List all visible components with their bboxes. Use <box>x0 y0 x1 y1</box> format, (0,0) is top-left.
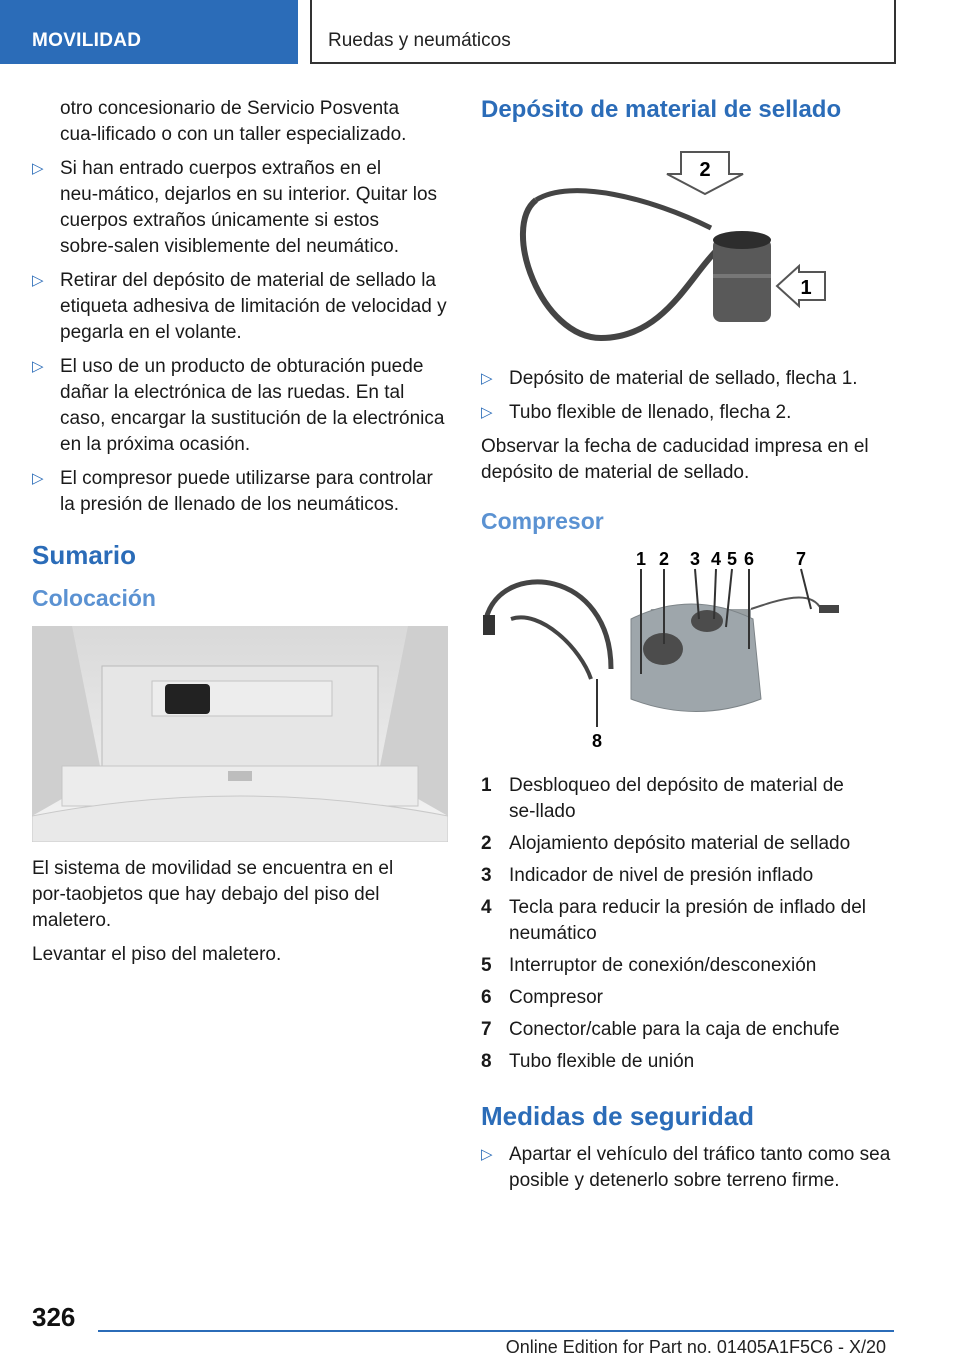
heading-seguridad: Medidas de seguridad <box>481 1101 755 1131</box>
expiry-note: Observar la fecha de caducidad impresa en el depósito de material de sellado. <box>481 436 869 483</box>
left-column <box>32 96 448 976</box>
chapter-title: Ruedas y neumáticos <box>310 0 896 64</box>
list-item: 7 Conector/cable para la caja de enchufe <box>481 1019 840 1040</box>
triangle-bullet-icon: ▷ <box>481 370 493 387</box>
page-number: 326 <box>32 1302 76 1332</box>
list-item: ▷ Apartar el vehículo del tráfico tanto como sea posible y detenerlo sobre terreno firme. <box>481 1144 891 1191</box>
figure-label: 6 <box>743 549 755 569</box>
list-item: ▷ Tubo flexible de llenado, flecha 2. <box>481 400 899 426</box>
list-item: 8 Tubo flexible de unión <box>481 1051 695 1072</box>
figure-label: 3 <box>689 549 701 569</box>
figure-label: 7 <box>795 549 807 569</box>
list-item: ▷ El uso de un producto de obturación puede dañar la electrónica de las ruedas. En tal caso, encargar la sustitución de la electrónica en la próxima ocasión. <box>32 356 445 455</box>
triangle-bullet-icon: ▷ <box>32 272 44 289</box>
list-item: 1 Desbloqueo del depósito de material de se‑llado <box>481 775 844 822</box>
trunk-photo <box>32 626 448 842</box>
figure-label: 2 <box>699 159 711 181</box>
compressor-parts-list <box>481 773 899 1075</box>
footer-divider <box>98 1330 894 1332</box>
heading-compresor: Compresor <box>481 508 604 534</box>
figure-label: 1 <box>635 549 647 569</box>
list-item: ▷ Retirar del depósito de material de sellado la etiqueta adhesiva de limitación de velocidad y pegarla en el volante. <box>32 270 447 343</box>
figure-label: 1 <box>800 277 812 299</box>
triangle-bullet-icon: ▷ <box>32 358 44 375</box>
figure-label: 8 <box>591 731 603 751</box>
list-item: 4 Tecla para reducir la presión de inflado del neumático <box>481 897 866 944</box>
heading-colocacion: Colocación <box>32 585 156 611</box>
list-item: ▷ El compresor puede utilizarse para controlar la presión de llenado de los neumáticos. <box>32 468 433 515</box>
triangle-bullet-icon: ▷ <box>481 1146 493 1163</box>
list-item: 3 Indicador de nivel de presión inflado <box>481 865 814 886</box>
figure-label: 2 <box>658 549 670 569</box>
list-item: 2 Alojamiento depósito material de sellado <box>481 833 851 854</box>
triangle-bullet-icon: ▷ <box>481 404 493 421</box>
sealant-container-figure <box>481 138 899 352</box>
list-item: ▷ Depósito de material de sellado, flecha 1. <box>481 366 899 392</box>
edition-text: Online Edition for Part no. 01405A1F5C6 - X/20 <box>505 1337 886 1357</box>
list-item: ▷ Si han entrado cuerpos extraños en el neu‑mático, dejarlos en su interior. Quitar los cuerpos extraños únicamente si estos sobre‑salen visiblemente del neumático. <box>32 158 438 257</box>
heading-sumario: Sumario <box>32 540 137 570</box>
list-item: 6 Compresor <box>481 987 603 1008</box>
figure-label: 5 <box>726 549 738 569</box>
location-text: El sistema de movilidad se encuentra en el por‑taobjetos que hay debajo del piso del maletero. <box>32 858 394 931</box>
triangle-bullet-icon: ▷ <box>32 470 44 487</box>
triangle-bullet-icon: ▷ <box>32 160 44 177</box>
right-column <box>481 96 899 1202</box>
heading-deposito: Depósito de material de sellado <box>481 96 842 123</box>
section-tab: MOVILIDAD <box>0 0 298 64</box>
instruction-text: Levantar el piso del maletero. <box>32 944 282 965</box>
figure-label: 4 <box>710 549 722 569</box>
compressor-figure <box>481 549 899 759</box>
intro-text: otro concesionario de Servicio Posventa cua‑lificado o con un taller especializado. <box>60 98 407 145</box>
list-item: 5 Interruptor de conexión/desconexión <box>481 955 817 976</box>
